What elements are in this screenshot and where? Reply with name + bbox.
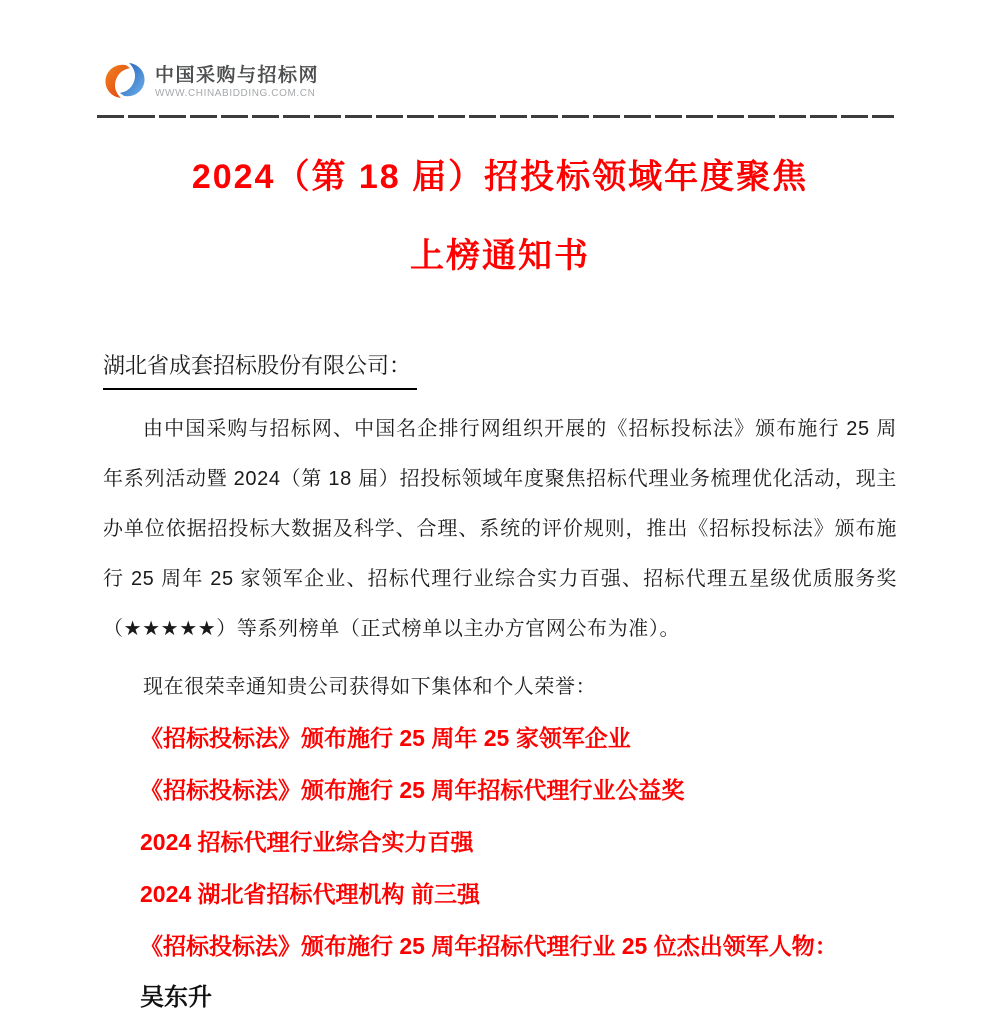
honor-item: 《招标投标法》颁布施行 25 周年招标代理行业公益奖 bbox=[140, 777, 685, 803]
honor-item: 2024 招标代理行业综合实力百强 bbox=[140, 829, 474, 855]
recipient-line bbox=[103, 348, 897, 390]
letter-body bbox=[103, 340, 897, 1024]
intro-paragraph: 由中国采购与招标网、中国名企排行网组织开展的《招标投标法》颁布施行 25 周年系列活动暨 2024（第 18 届）招投标领域年度聚焦招标代理业务梳理优化活动，现主办单位依据招投标大数据及科学、合理、系统的评价规则，推出《招标投标法》颁布施行 25 周年 25 家领军企业、招标代理行业综合实力百强、招标代理五星级优质服务奖（★★★★★）等系列榜单（正式榜单以主办方官网公布为准）。 bbox=[103, 418, 897, 640]
honor-item: 《招标投标法》颁布施行 25 周年招标代理行业 25 位杰出领军人物： bbox=[140, 933, 838, 959]
doc-title-line2: 上榜通知书 bbox=[410, 237, 590, 275]
honoree-name: 吴东升 bbox=[140, 984, 212, 1011]
recipient-name: 湖北省成套招标股份有限公司： bbox=[103, 348, 417, 390]
honor-list bbox=[103, 712, 897, 972]
logo-text-block bbox=[155, 62, 319, 100]
site-header bbox=[103, 62, 319, 100]
honor-item: 《招标投标法》颁布施行 25 周年 25 家领军企业 bbox=[140, 725, 631, 751]
dashed-divider bbox=[97, 115, 894, 118]
site-url: WWW.CHINABIDDING.COM.CN bbox=[155, 88, 316, 99]
honors-lead-line: 现在很荣幸通知贵公司获得如下集体和个人荣誉： bbox=[143, 676, 597, 698]
site-name: 中国采购与招标网 bbox=[155, 65, 320, 86]
dual-swoosh-arrows-icon bbox=[103, 62, 147, 99]
doc-title-line1: 2024（第 18 届）招投标领域年度聚焦 bbox=[191, 158, 809, 196]
honor-item: 2024 湖北省招标代理机构 前三强 bbox=[140, 881, 480, 907]
